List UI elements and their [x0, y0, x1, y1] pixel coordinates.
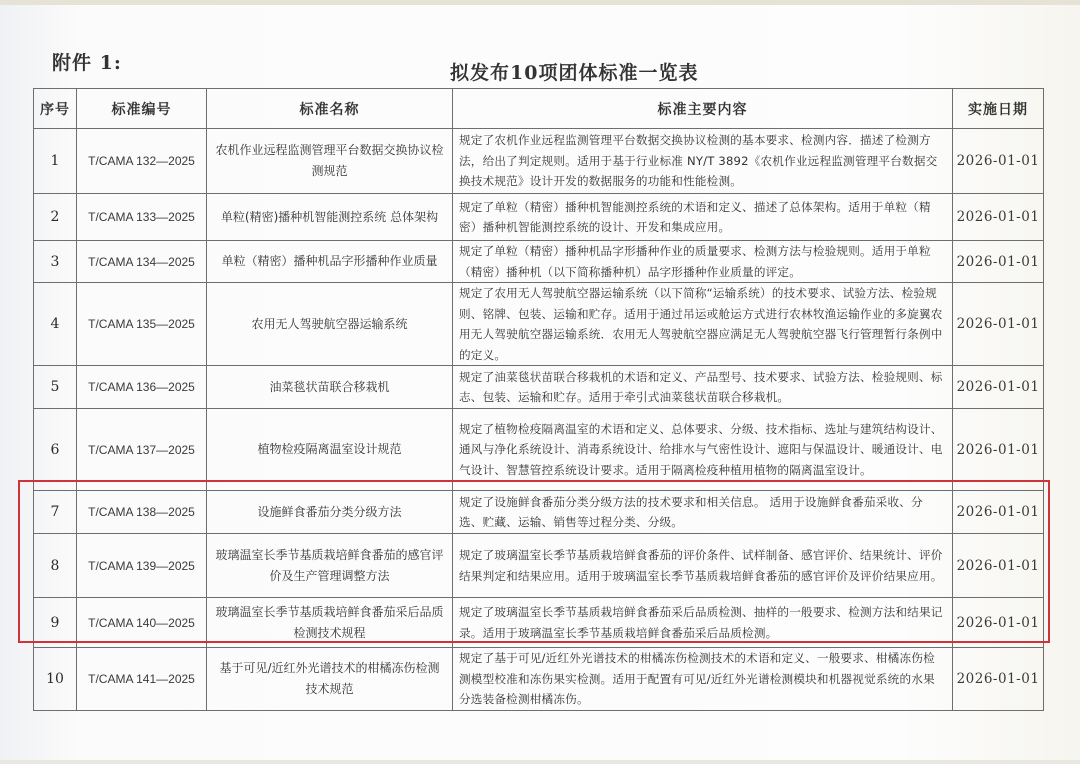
row-content: 规定了油菜毯状苗联合移栽机的术语和定义、产品型号、技术要求、试验方法、检验规则、标志、包装、运输和贮存。适用于牵引式油菜毯状苗联合移栽机。: [453, 366, 953, 409]
row-date: 2026-01-01: [953, 129, 1044, 194]
row-content: 规定了单粒（精密）播种机品字形播种作业的质量要求、检测方法与检验规则。适用于单粒（精密）播种机（以下简称播种机）品字形播种作业质量的评定。: [453, 241, 953, 283]
row-date: 2026-01-01: [953, 409, 1044, 491]
row-content: 规定了玻璃温室长季节基质栽培鲜食番茄的评价条件、试样制备、感官评价、结果统计、评价结果判定和结果应用。适用于玻璃温室长季节基质栽培鲜食番茄的感官评价及评价结果应用。: [453, 534, 953, 598]
table-row: [34, 598, 1044, 648]
row-name: 单粒(精密)播种机智能测控系统 总体架构: [207, 194, 453, 241]
row-code: T/CAMA 135—2025: [77, 283, 207, 366]
row-name: 玻璃温室长季节基质栽培鲜食番茄的感官评价及生产管理调整方法: [207, 534, 453, 598]
table-row: [34, 283, 1044, 366]
row-date: 2026-01-01: [953, 241, 1044, 283]
standards-table: [33, 88, 1044, 711]
table-header-row: [34, 89, 1044, 129]
row-no: 5: [34, 366, 77, 409]
attachment-label: 附件 1:: [52, 52, 122, 74]
row-content: 规定了农用无人驾驶航空器运输系统（以下简称“运输系统）的技术要求、试验方法、检验规则、铭牌、包装、运输和贮存。适用于通过吊运或舱运方式进行农林牧渔运输作业的多旋翼农用无人驾驶航空器运输系统．农用无人驾驶航空器应满足无人驾驶航空器飞行管理暂行条例中的定义。: [453, 283, 953, 366]
row-code: T/CAMA 140—2025: [77, 598, 207, 648]
page-edge-bottom: [0, 760, 1080, 764]
row-name: 设施鲜食番茄分类分级方法: [207, 491, 453, 534]
row-content: 规定了单粒（精密）播种机智能测控系统的术语和定义、描述了总体架构。适用于单粒（精密）播种机智能测控系统的设计、开发和集成应用。: [453, 194, 953, 241]
row-code: T/CAMA 141—2025: [77, 648, 207, 711]
table-row: [34, 409, 1044, 491]
row-date: 2026-01-01: [953, 283, 1044, 366]
row-date: 2026-01-01: [953, 534, 1044, 598]
row-code: T/CAMA 132—2025: [77, 129, 207, 194]
header-date: 实施日期: [953, 89, 1044, 129]
row-code: T/CAMA 139—2025: [77, 534, 207, 598]
document-title: 拟发布10项团体标准一览表: [450, 62, 699, 84]
table-row: [34, 491, 1044, 534]
row-name: 单粒（精密）播种机品字形播种作业质量: [207, 241, 453, 283]
row-no: 9: [34, 598, 77, 648]
row-date: 2026-01-01: [953, 598, 1044, 648]
row-no: 7: [34, 491, 77, 534]
row-content: 规定了基于可见/近红外光谱技术的柑橘冻伤检测技术的术语和定义、一般要求、柑橘冻伤检测模型校准和冻伤果实检测。适用于配置有可见/近红外光谱检测模块和机器视觉系统的水果分选装备检测柑橘冻伤。: [453, 648, 953, 711]
row-code: T/CAMA 134—2025: [77, 241, 207, 283]
table-row: [34, 241, 1044, 283]
header-content: 标准主要内容: [453, 89, 953, 129]
row-date: 2026-01-01: [953, 366, 1044, 409]
row-name: 基于可见/近红外光谱技术的柑橘冻伤检测技术规范: [207, 648, 453, 711]
row-code: T/CAMA 137—2025: [77, 409, 207, 491]
header-no: 序号: [34, 89, 77, 129]
table-row: [34, 648, 1044, 711]
row-no: 8: [34, 534, 77, 598]
row-no: 3: [34, 241, 77, 283]
page-edge-top: [0, 0, 1080, 5]
table-row: [34, 194, 1044, 241]
row-no: 1: [34, 129, 77, 194]
table-row: [34, 366, 1044, 409]
row-no: 10: [34, 648, 77, 711]
row-name: 农用无人驾驶航空器运输系统: [207, 283, 453, 366]
table-row: [34, 129, 1044, 194]
row-name: 植物检疫隔离温室设计规范: [207, 409, 453, 491]
row-date: 2026-01-01: [953, 648, 1044, 711]
row-content: 规定了农机作业远程监测管理平台数据交换协议检测的基本要求、检测内容．描述了检测方法，给出了判定规则。适用于基于行业标准 NY/T 3892《农机作业远程监测管理平台数据交换技术规范》设计开发的数据服务的功能和性能检测。: [453, 129, 953, 194]
row-no: 2: [34, 194, 77, 241]
row-content: 规定了植物检疫隔离温室的术语和定义、总体要求、分级、技术指标、选址与建筑结构设计、通风与净化系统设计、消毒系统设计、给排水与气密性设计、遮阳与保温设计、暖通设计、电气设计、智慧管控系统设计要求。适用于隔离检疫种植用植物的隔离温室设计。: [453, 409, 953, 491]
row-date: 2026-01-01: [953, 194, 1044, 241]
row-name: 农机作业远程监测管理平台数据交换协议检测规范: [207, 129, 453, 194]
row-no: 6: [34, 409, 77, 491]
row-code: T/CAMA 136—2025: [77, 366, 207, 409]
row-name: 玻璃温室长季节基质栽培鲜食番茄采后品质检测技术规程: [207, 598, 453, 648]
row-code: T/CAMA 133—2025: [77, 194, 207, 241]
row-no: 4: [34, 283, 77, 366]
row-date: 2026-01-01: [953, 491, 1044, 534]
row-content: 规定了设施鲜食番茄分类分级方法的技术要求和相关信息。 适用于设施鲜食番茄采收、分选、贮藏、运输、销售等过程分类、分级。: [453, 491, 953, 534]
table-row: [34, 534, 1044, 598]
header-code: 标准编号: [77, 89, 207, 129]
header-name: 标准名称: [207, 89, 453, 129]
row-content: 规定了玻璃温室长季节基质栽培鲜食番茄采后品质检测、抽样的一般要求、检测方法和结果记录。适用于玻璃温室长季节基质栽培鲜食番茄采后品质检测。: [453, 598, 953, 648]
row-code: T/CAMA 138—2025: [77, 491, 207, 534]
row-name: 油菜毯状苗联合移栽机: [207, 366, 453, 409]
